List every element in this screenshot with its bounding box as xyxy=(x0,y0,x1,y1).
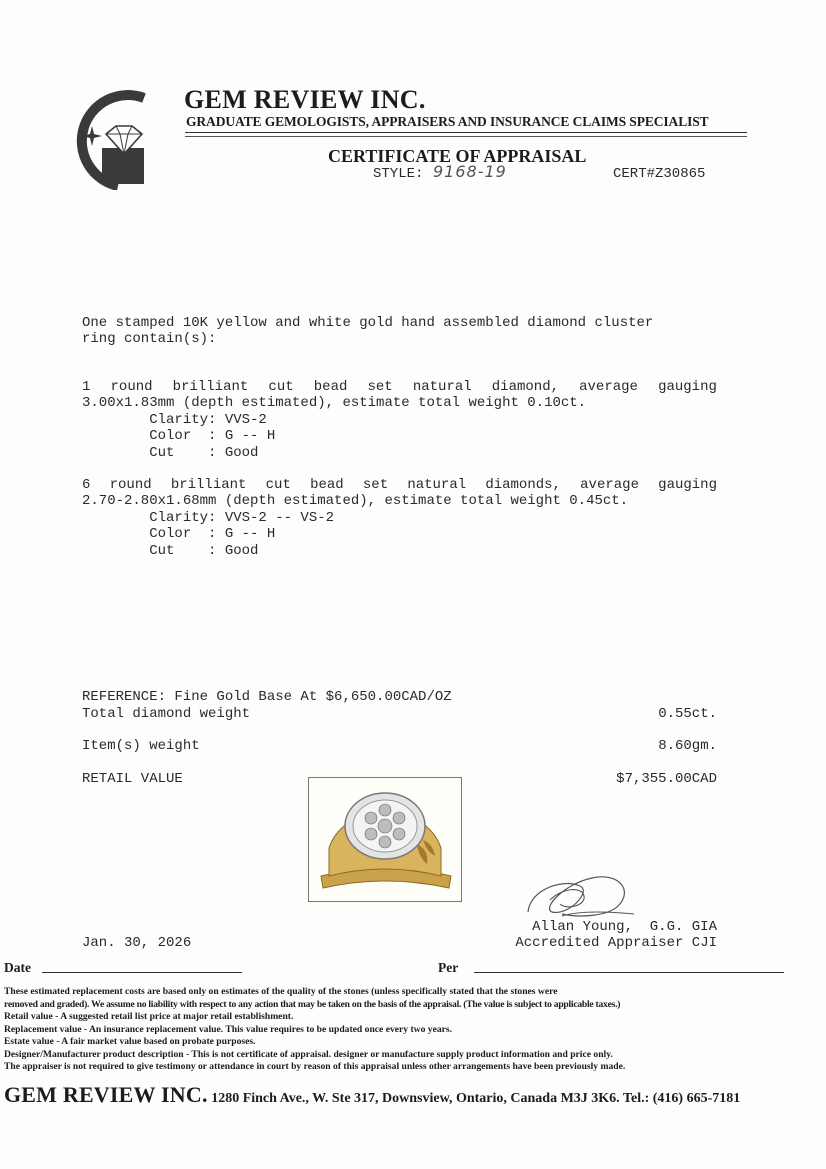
footer xyxy=(4,1082,740,1108)
word: set xyxy=(367,379,393,395)
company-name: GEM REVIEW INC. xyxy=(184,85,426,114)
word: bead xyxy=(313,379,348,395)
stone-1-color: Color : G -- H xyxy=(82,428,276,444)
stone-2-color: Color : G -- H xyxy=(82,526,276,542)
word: natural xyxy=(412,379,472,395)
stone-2-cut: Cut : Good xyxy=(82,543,259,559)
retail-value-label: RETAIL VALUE xyxy=(82,771,183,787)
header-rule xyxy=(185,136,747,137)
disclaimer-line: Retail value - A suggested retail list price at major retail establishment. xyxy=(4,1011,294,1022)
disclaimer-line: These estimated replacement costs are based only on estimates of the quality of the stones (unless specifically stated that the stones were xyxy=(4,986,558,997)
disclaimer xyxy=(4,986,819,1074)
word: diamond, xyxy=(491,379,559,395)
stone-1-cut: Cut : Good xyxy=(82,445,259,461)
ring-photo xyxy=(308,777,462,902)
issue-date: Jan. 30, 2026 xyxy=(82,935,192,951)
footer-address: 1280 Finch Ave., W. Ste 317, Downsview, Ontario, Canada M3J 3K6. Tel.: (416) 665-7181 xyxy=(207,1091,741,1106)
per-label: Per xyxy=(438,960,459,975)
stone-2-clarity: Clarity: VVS-2 -- VS-2 xyxy=(82,510,335,526)
word: cut xyxy=(265,477,291,493)
appraiser-title: Accredited Appraiser CJI xyxy=(515,935,717,951)
word: round xyxy=(110,379,153,395)
style-value: 9168-19 xyxy=(433,162,507,181)
word: average xyxy=(580,477,639,493)
style-label: STYLE: xyxy=(373,166,424,182)
word: bead xyxy=(310,477,344,493)
header-rule xyxy=(185,132,747,133)
disclaimer-line: removed and graded). We assume no liability with respect to any action that may be taken on the basis of the appraisal. (The value is subject to applicable taxes.) xyxy=(4,998,621,1010)
item-weight-label: Item(s) weight xyxy=(82,738,200,754)
item-weight-value: 8.60gm. xyxy=(658,738,717,754)
word: diamonds, xyxy=(485,477,561,493)
appraiser-name: Allan Young, G.G. GIA xyxy=(532,919,717,935)
word: 6 xyxy=(82,477,91,493)
disclaimer-line: Replacement value - An insurance replacement value. This value requires to be updated once every two years. xyxy=(4,1023,453,1035)
stone-1-clarity: Clarity: VVS-2 xyxy=(82,412,267,428)
ring-image xyxy=(309,778,461,901)
certificate-number: CERT#Z30865 xyxy=(613,166,706,182)
reference-line: REFERENCE: Fine Gold Base At $6,650.00CAD/OZ xyxy=(82,689,452,705)
retail-value-amount: $7,355.00CAD xyxy=(616,771,717,787)
disclaimer-line: Estate value - A fair market value based on probate purposes. xyxy=(4,1036,256,1047)
per-signature-line xyxy=(474,972,784,973)
company-tagline: GRADUATE GEMOLOGISTS, APPRAISERS AND INSURANCE CLAIMS SPECIALIST xyxy=(186,114,709,129)
description-line: One stamped 10K yellow and white gold hand assembled diamond cluster xyxy=(82,315,654,331)
footer-company-name: GEM REVIEW INC. xyxy=(4,1082,208,1107)
disclaimer-line: The appraiser is not required to give testimony or attendance in court by reason of this appraisal unless other arrangements have been previously made. xyxy=(4,1061,626,1072)
word: average xyxy=(579,379,638,395)
total-diamond-value: 0.55ct. xyxy=(658,706,717,722)
word: gauging xyxy=(658,477,717,493)
word: gauging xyxy=(658,379,717,395)
word: brilliant xyxy=(170,477,247,493)
description-line: ring contain(s): xyxy=(82,331,217,347)
stone-1-line-1 xyxy=(82,379,717,396)
total-diamond-label: Total diamond weight xyxy=(82,706,251,722)
word: natural xyxy=(407,477,467,493)
stone-2-line-2: 2.70-2.80x1.68mm (depth estimated), estimate total weight 0.45ct. xyxy=(82,493,629,509)
word: set xyxy=(362,477,389,493)
stone-1-line-2: 3.00x1.83mm (depth estimated), estimate total weight 0.10ct. xyxy=(82,395,587,411)
date-label: Date xyxy=(4,960,31,975)
appraiser-signature xyxy=(522,870,638,925)
company-logo xyxy=(56,86,152,190)
word: 1 xyxy=(82,379,91,395)
word: round xyxy=(109,477,152,493)
certificate-title: CERTIFICATE OF APPRAISAL xyxy=(328,146,587,166)
word: cut xyxy=(268,379,294,395)
word: brilliant xyxy=(172,379,249,395)
disclaimer-line: Designer/Manufacturer product description - This is not certificate of appraisal. designer or manufacture supply product information and price only. xyxy=(4,1048,613,1060)
stone-2-line-1 xyxy=(82,477,717,494)
date-signature-line xyxy=(42,972,242,973)
